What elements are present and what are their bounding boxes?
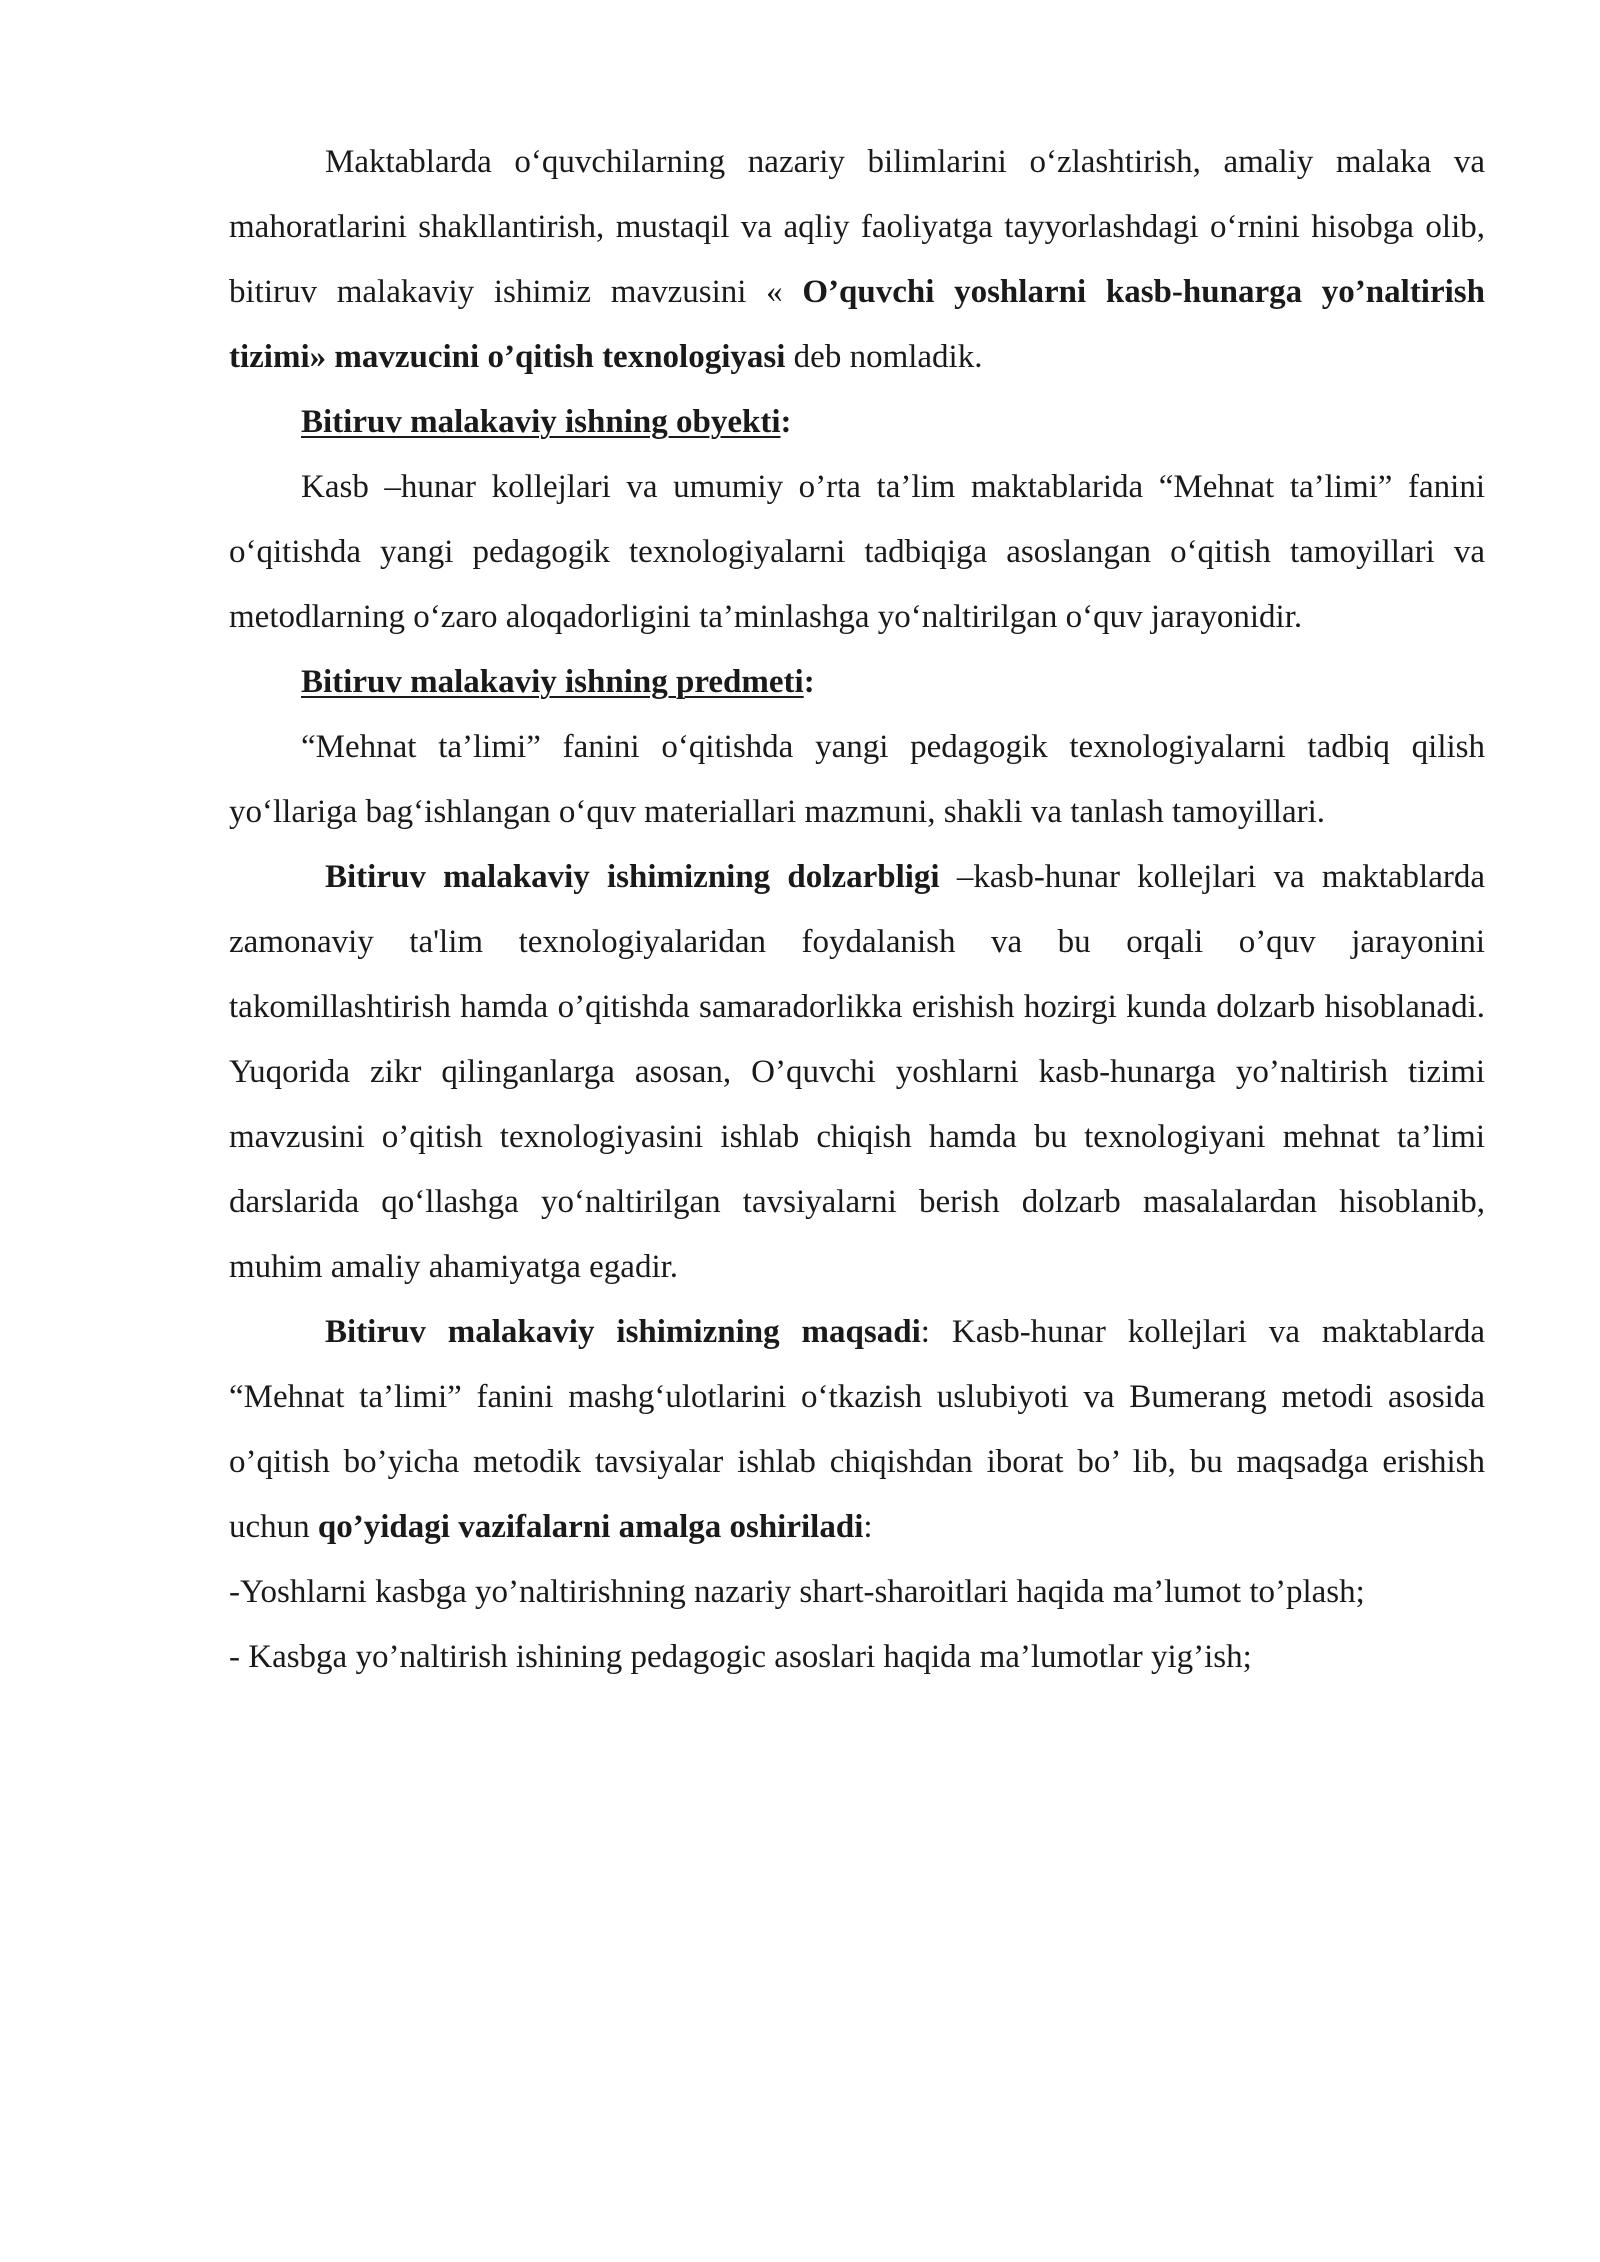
list-item: - Kasbga yo’naltirish ishining pedagogic asoslari haqida ma’lumotlar yig’ish; bbox=[229, 1639, 1252, 1675]
relevance-text: –kasb-hunar kollejlari va maktablarda zamonaviy ta'lim texnologiyalaridan foydalanish va bu orqali o’quv jarayonini takomillashtirish hamda o’qitishda samaradorlikka erishish hozirgi kunda dolzarb hisoblanadi. Yuqorida zikr qilinganlarga asosan, O’quvchi yoshlarni kasb-hunarga yo’naltirish tizimi mavzusini o’qitish texnologiyasini ishlab chiqish hamda bu texnologiyani mehnat ta’limi darslarida qo‘llashga yo‘naltirilgan tavsiyalarni berish dolzarb masalalardan hisoblanib, muhim amaliy ahamiyatga egadir. bbox=[229, 859, 1485, 1285]
object-heading: Bitiruv malakaviy ishning obyekti: bbox=[301, 404, 792, 440]
object-heading-title: Bitiruv malakaviy ishning obyekti bbox=[301, 404, 781, 440]
intro-paragraph bbox=[229, 130, 1485, 390]
goal-paragraph: Bitiruv malakaviy ishimizning maqsadi: Kasb-hunar kollejlari va maktablarda “Mehnat ta’limi” fanini mashg‘ulotlarini o‘tkazish uslubiyoti va Bumerang metodi asosida o’qitish bo’yicha metodik tavsiyalar ishlab chiqishdan iborat bo’ lib, bu maqsadga erishish uchun qo’yidagi vazifalarni amalga oshiriladi: bbox=[229, 1314, 1485, 1545]
subject-heading: Bitiruv malakaviy ishning predmeti: bbox=[301, 664, 815, 700]
document-page bbox=[229, 130, 1485, 1690]
relevance-paragraph bbox=[229, 845, 1485, 1300]
subject-heading-title: Bitiruv malakaviy ishning predmeti bbox=[301, 664, 804, 700]
list-item: -Yoshlarni kasbga yo’naltirishning nazariy shart-sharoitlari haqida ma’lumot to’plash; bbox=[229, 1574, 1365, 1610]
tasks-phrase: qo’yidagi vazifalarni amalga oshiriladi bbox=[317, 1509, 864, 1545]
subject-paragraph: “Mehnat ta’limi” fanini o‘qitishda yangi pedagogik texnologiyalarni tadbiq qilish yo‘llariga bag‘ishlangan o‘quv materiallari mazmuni, shakli va tanlash tamoyillari. bbox=[229, 729, 1485, 830]
intro-text-end: deb nomladik. bbox=[785, 339, 983, 375]
goal-heading: Bitiruv malakaviy ishimizning maqsadi bbox=[325, 1314, 921, 1350]
thesis-topic: O’quvchi yoshlarni kasb-hunarga yo’naltirish tizimi» mavzucini o’qitish texnologiyasi bbox=[229, 274, 1485, 375]
object-paragraph: Kasb –hunar kollejlari va umumiy o’rta ta’lim maktablarida “Mehnat ta’limi” fanini o‘qitishda yangi pedagogik texnologiyalarni tadbiqiga asoslangan o‘qitish tamoyillari va metodlarning o‘zaro aloqadorligini ta’minlashga yo‘naltirilgan o‘quv jarayonidir. bbox=[229, 469, 1485, 635]
intro-text: Maktablarda o‘quvchilarning nazariy bilimlarini o‘zlashtirish, amaliy malaka va mahoratlarini shakllantirish, mustaqil va aqliy faoliyatga tayyorlashdagi o‘rnini hisobga olib, bitiruv malakaviy ishimiz mavzusini « bbox=[229, 144, 1485, 310]
relevance-heading: Bitiruv malakaviy ishimizning dolzarbligi bbox=[325, 859, 940, 895]
goal-text: : Kasb-hunar kollejlari va maktablarda “Mehnat ta’limi” fanini mashg‘ulotlarini o‘tkazish uslubiyoti va Bumerang metodi asosida o’qitish bo’yicha metodik tavsiyalar ishlab chiqishdan iborat bo’ lib, bu maqsadga erishish uchun bbox=[229, 1314, 1485, 1545]
